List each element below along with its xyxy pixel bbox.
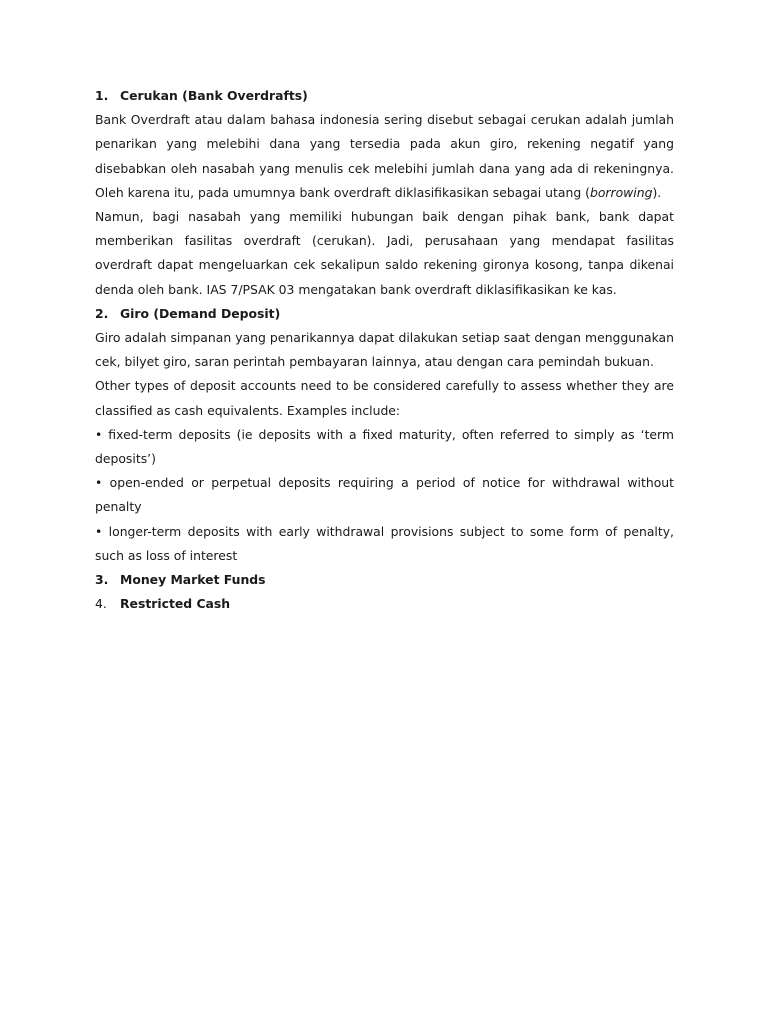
section-number: 1. [95,88,109,103]
section-number: 4. [95,596,107,612]
paragraph-giro-definition: Giro adalah simpanan yang penarikannya dapat dilakukan setiap saat dengan menggunakan cek, bilyet giro, saran perintah pembayaran lainnya, atau dengan cara pemindah bukuan. [95,330,674,370]
paragraph-text: Bank Overdraft atau dalam bahasa indonesia sering disebut sebagai cerukan adalah jumlah penarikan yang melebihi dana yang tersedia pada akun giro, rekening negatif yang disebabkan oleh nasabah yang menulis cek melebihi jumlah dana yang ada di rekeningnya. Oleh karena itu, pada umumnya bank overdraft diklasifikasikan sebagai utang ( [95,112,674,200]
paragraph-overdraft-facility: Namun, bagi nasabah yang memiliki hubungan baik dengan pihak bank, bank dapat memberikan fasilitas overdraft (cerukan). Jadi, perusahaan yang mendapat fasilitas overdraft dapat mengeluarkan cek sekalipun saldo rekening gironya kosong, tanpa dikenai denda oleh bank. IAS 7/PSAK 03 mengatakan bank overdraft diklasifikasikan ke kas. [95,209,674,297]
section-number: 3. [95,572,109,588]
section-number: 2. [95,305,109,321]
emphasis-borrowing: borrowing [589,184,653,200]
bullet-open-ended-deposits: • open-ended or perpetual deposits requiring a period of notice for withdrawal without penalty [95,475,674,515]
section-title: Money Market Funds [120,572,266,588]
paragraph-overdraft-definition [95,108,674,205]
section-title: Restricted Cash [120,596,231,612]
bullet-longer-term-deposits: • longer-term deposits with early withdrawal provisions subject to some form of penalty, such as loss of interest [95,523,674,563]
paragraph-other-deposits: Other types of deposit accounts need to be considered carefully to assess whether they are classified as cash equivalents. Examples include: [95,378,674,418]
section-heading-demand-deposit [95,302,674,326]
paragraph-text-end: ). [652,184,662,200]
document-page [95,84,674,616]
bullet-fixed-term-deposits: • fixed-term deposits (ie deposits with a fixed maturity, often referred to simply as ‘term deposits’) [95,426,674,467]
section-heading-bank-overdrafts [95,84,674,108]
section-title: Cerukan (Bank Overdrafts) [120,88,308,103]
section-heading-restricted-cash [95,592,674,616]
section-heading-money-market-funds [95,568,674,592]
section-title: Giro (Demand Deposit) [120,305,281,321]
